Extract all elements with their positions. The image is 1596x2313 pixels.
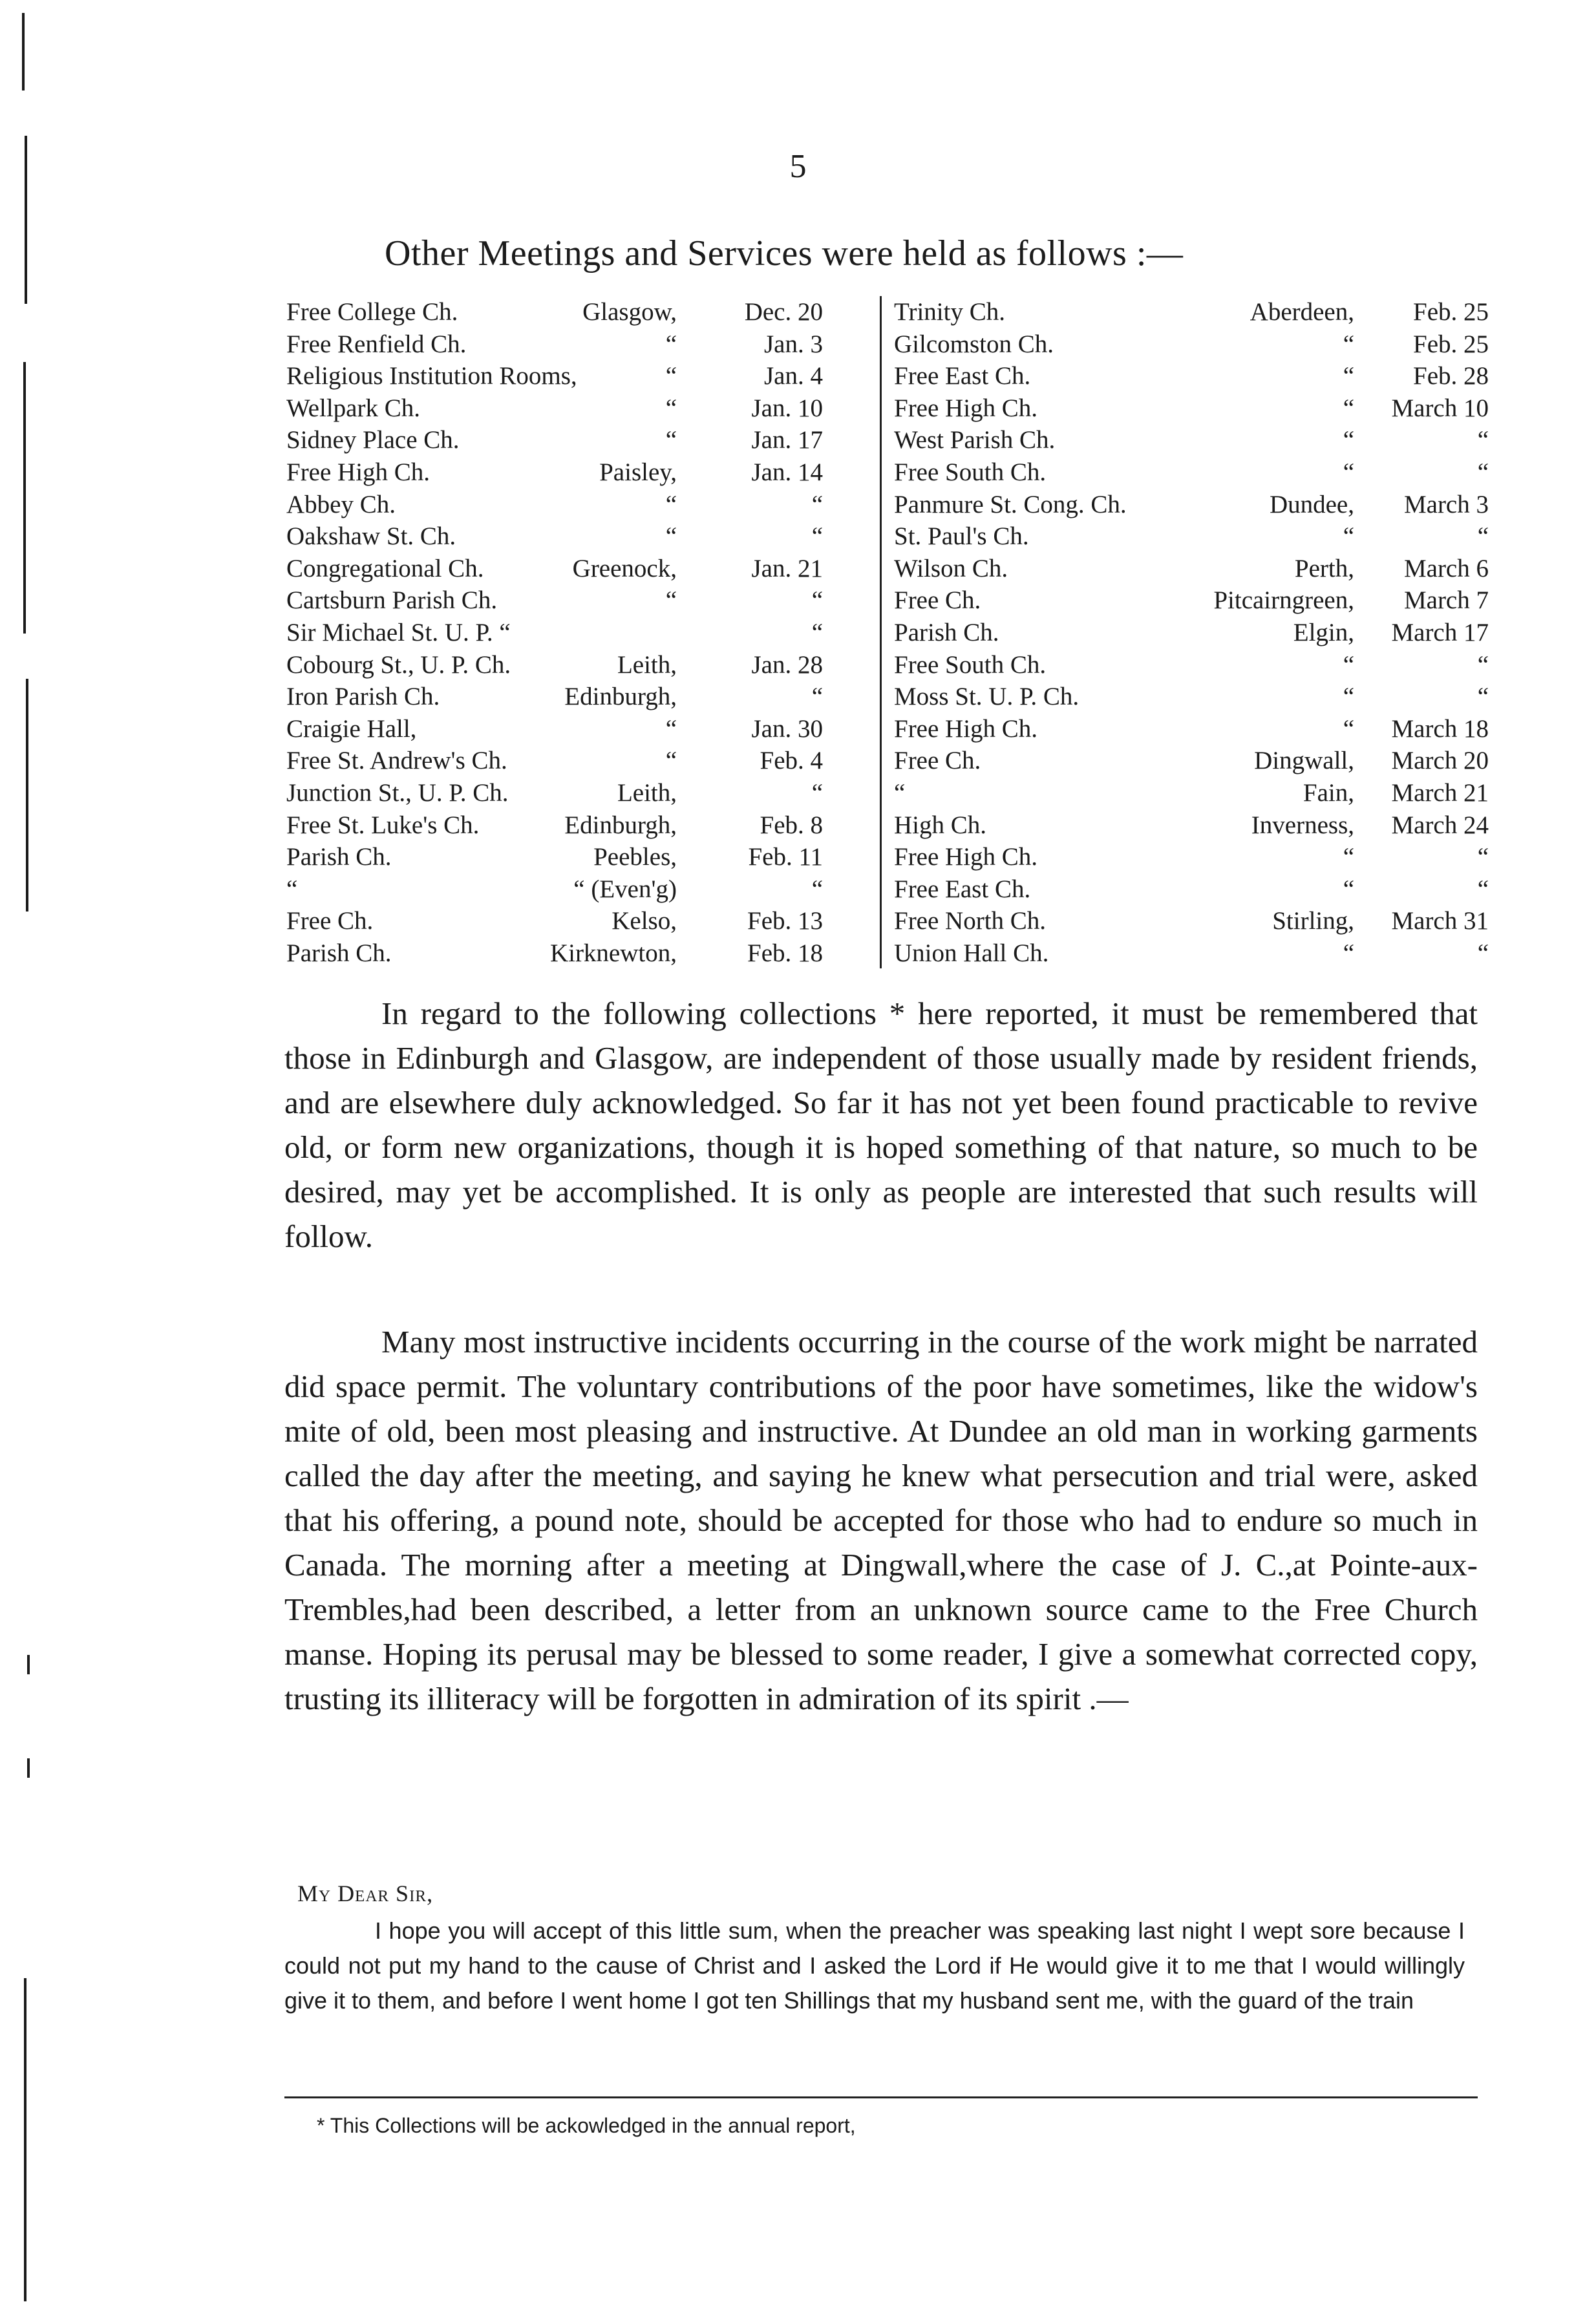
meeting-church: Free East Ch. xyxy=(894,875,1031,903)
scan-streak xyxy=(26,679,28,911)
meeting-date: Feb. 4 xyxy=(760,747,823,775)
meeting-place: “ xyxy=(1343,522,1354,551)
meeting-entry xyxy=(894,328,1489,361)
meeting-church: Congregational Ch. xyxy=(286,554,484,582)
meeting-date: “ xyxy=(811,522,823,551)
meeting-date: March 6 xyxy=(1403,554,1489,582)
meeting-entry xyxy=(286,937,823,970)
meeting-place: “ (Even'g) xyxy=(573,875,677,903)
meeting-church: Free High Ch. xyxy=(894,394,1038,422)
meeting-entry xyxy=(286,873,823,906)
meeting-place: Elgin, xyxy=(1293,618,1354,646)
scan-streak xyxy=(27,1758,30,1778)
meeting-church: Sir Michael St. U. P. “ xyxy=(286,618,511,646)
meeting-place: “ xyxy=(1343,330,1354,358)
meeting-place: “ xyxy=(665,394,677,422)
meeting-entry xyxy=(894,456,1489,489)
meeting-entry xyxy=(286,424,823,456)
meeting-date: March 20 xyxy=(1391,747,1489,775)
meeting-church: Free St. Andrew's Ch. xyxy=(286,747,507,775)
meeting-entry xyxy=(894,520,1489,553)
meeting-church: Moss St. U. P. Ch. xyxy=(894,683,1080,711)
meeting-place: Edinburgh, xyxy=(564,811,677,839)
meeting-place: “ xyxy=(1343,362,1354,390)
meeting-entry xyxy=(286,392,823,425)
meeting-entry xyxy=(286,360,823,392)
meeting-place: “ xyxy=(1343,426,1354,454)
paragraph-incidents xyxy=(284,1319,1478,1721)
meeting-place: “ xyxy=(1343,714,1354,743)
meeting-place: “ xyxy=(665,586,677,615)
meeting-church: Craigie Hall, xyxy=(286,714,417,743)
meeting-date: March 24 xyxy=(1391,811,1489,839)
meeting-entry xyxy=(286,328,823,361)
meeting-date: “ xyxy=(1477,426,1489,454)
meeting-entry xyxy=(286,584,823,617)
meeting-date: March 10 xyxy=(1391,394,1489,422)
meeting-place: Edinburgh, xyxy=(564,683,677,711)
meeting-date: March 31 xyxy=(1391,907,1489,935)
meeting-church: Abbey Ch. xyxy=(286,490,396,518)
meeting-church: Trinity Ch. xyxy=(894,298,1005,326)
meeting-date: Jan. 4 xyxy=(764,362,823,390)
letter-body xyxy=(284,1913,1465,2018)
meeting-date: March 21 xyxy=(1391,778,1489,807)
meeting-date: “ xyxy=(1477,843,1489,871)
meetings-column-right xyxy=(894,296,1489,969)
meeting-place: Leith, xyxy=(617,650,677,679)
meeting-entry xyxy=(894,937,1489,970)
meeting-church: Free High Ch. xyxy=(894,843,1038,871)
meeting-church: Junction St., U. P. Ch. xyxy=(286,778,509,807)
meeting-place: Dingwall, xyxy=(1254,747,1354,775)
meeting-entry xyxy=(894,617,1489,649)
meeting-church: “ xyxy=(894,778,906,807)
meeting-church: Panmure St. Cong. Ch. xyxy=(894,490,1127,518)
meeting-date: “ xyxy=(811,683,823,711)
meeting-church: Parish Ch. xyxy=(286,939,392,967)
meeting-date: Feb. 8 xyxy=(760,811,823,839)
meeting-place: “ xyxy=(1343,875,1354,903)
meetings-listing xyxy=(286,296,1489,975)
meeting-entry xyxy=(286,841,823,873)
meeting-place: Greenock, xyxy=(572,554,677,582)
meeting-entry xyxy=(286,489,823,521)
meeting-date: Feb. 25 xyxy=(1413,298,1489,326)
meeting-entry xyxy=(894,424,1489,456)
meeting-entry xyxy=(894,392,1489,425)
meeting-church: Free St. Luke's Ch. xyxy=(286,811,480,839)
meeting-church: St. Paul's Ch. xyxy=(894,522,1029,551)
footnote: * This Collections will be ackowledged in the annual report, xyxy=(317,2114,856,2137)
footnote-rule xyxy=(284,2096,1478,2098)
meeting-date: “ xyxy=(811,586,823,615)
meeting-place: Perth, xyxy=(1294,554,1354,582)
meeting-date: Dec. 20 xyxy=(744,298,823,326)
paragraph-collections xyxy=(284,991,1478,1259)
meeting-date: “ xyxy=(811,778,823,807)
binding-edge xyxy=(18,0,32,2313)
meeting-church: Gilcomston Ch. xyxy=(894,330,1054,358)
meeting-place: Paisley, xyxy=(599,458,677,486)
meeting-date: Jan. 21 xyxy=(751,554,823,582)
meeting-date: Feb. 25 xyxy=(1413,330,1489,358)
meeting-entry xyxy=(894,745,1489,777)
meeting-entry xyxy=(286,809,823,842)
meeting-place: Inverness, xyxy=(1251,811,1354,839)
meeting-place: “ xyxy=(1343,939,1354,967)
meeting-entry xyxy=(894,681,1489,713)
meeting-date: “ xyxy=(1477,683,1489,711)
column-divider xyxy=(880,296,882,968)
meeting-entry xyxy=(286,553,823,585)
meeting-date: “ xyxy=(811,875,823,903)
meeting-entry xyxy=(894,296,1489,328)
page-number: 5 xyxy=(789,148,807,185)
meeting-date: “ xyxy=(811,618,823,646)
meeting-date: Jan. 14 xyxy=(751,458,823,486)
meeting-church: Free Ch. xyxy=(894,747,981,775)
meeting-entry xyxy=(286,617,823,649)
meeting-church: Free Ch. xyxy=(894,586,981,615)
meeting-date: March 7 xyxy=(1403,586,1489,615)
meeting-entry xyxy=(894,841,1489,873)
meeting-date: Feb. 18 xyxy=(747,939,823,967)
scan-streak xyxy=(22,13,25,91)
meeting-place: “ xyxy=(665,490,677,518)
meeting-church: Parish Ch. xyxy=(286,843,392,871)
meeting-place: “ xyxy=(665,747,677,775)
meeting-date: Jan. 30 xyxy=(751,714,823,743)
meeting-place: “ xyxy=(665,522,677,551)
meeting-church: Cobourg St., U. P. Ch. xyxy=(286,650,511,679)
meeting-entry xyxy=(894,553,1489,585)
meeting-place: Glasgow, xyxy=(582,298,677,326)
meeting-place: “ xyxy=(1343,458,1354,486)
meeting-date: “ xyxy=(1477,458,1489,486)
meeting-entry xyxy=(894,905,1489,937)
meeting-church: Free High Ch. xyxy=(894,714,1038,743)
meeting-entry xyxy=(894,713,1489,745)
meeting-place: Pitcairngreen, xyxy=(1213,586,1354,615)
meeting-date: “ xyxy=(1477,875,1489,903)
meeting-entry xyxy=(894,873,1489,906)
scan-streak xyxy=(23,362,26,634)
meeting-place: “ xyxy=(1343,843,1354,871)
meeting-date: “ xyxy=(1477,650,1489,679)
meeting-entry xyxy=(894,649,1489,681)
meeting-date: March 17 xyxy=(1391,618,1489,646)
meeting-place: Aberdeen, xyxy=(1250,298,1354,326)
meeting-entry xyxy=(286,456,823,489)
meetings-column-left xyxy=(286,296,823,969)
letter-salutation: My Dear Sir, xyxy=(297,1881,434,1906)
meeting-church: Free East Ch. xyxy=(894,362,1031,390)
meeting-place: Leith, xyxy=(617,778,677,807)
meeting-place: “ xyxy=(1343,683,1354,711)
meeting-place: Kelso, xyxy=(612,907,677,935)
meeting-entry xyxy=(894,584,1489,617)
meeting-entry xyxy=(894,777,1489,809)
paragraph-text: In regard to the following collections * here reported, it must be remembered that those in Edinburgh and Glasgow, are independent of those usually made by resident friends, and are elsewhere duly acknowledged. So far it has not yet been found practicable to revive old, or form new organizations, though it is hoped something of that nature, so much to be desired, may yet be accomplished. It is only as people are interested that such results will follow. xyxy=(284,996,1478,1254)
meeting-place: “ xyxy=(665,714,677,743)
meeting-church: Free Renfield Ch. xyxy=(286,330,467,358)
meeting-church: West Parish Ch. xyxy=(894,426,1056,454)
meeting-church: Free South Ch. xyxy=(894,650,1047,679)
meeting-church: Free Ch. xyxy=(286,907,374,935)
meeting-entry xyxy=(286,905,823,937)
meeting-entry xyxy=(894,489,1489,521)
meeting-date: “ xyxy=(811,490,823,518)
meeting-church: Parish Ch. xyxy=(894,618,999,646)
meeting-date: Feb. 28 xyxy=(1413,362,1489,390)
meeting-entry xyxy=(286,681,823,713)
meeting-church: Free South Ch. xyxy=(894,458,1047,486)
meeting-church: Union Hall Ch. xyxy=(894,939,1049,967)
scan-streak xyxy=(24,1978,27,2301)
meeting-date: “ xyxy=(1477,522,1489,551)
meeting-entry xyxy=(286,520,823,553)
meeting-date: Jan. 28 xyxy=(751,650,823,679)
meeting-date: March 18 xyxy=(1391,714,1489,743)
meeting-place: Stirling, xyxy=(1272,907,1354,935)
meeting-church: Free High Ch. xyxy=(286,458,431,486)
meeting-date: Jan. 10 xyxy=(751,394,823,422)
letter-text: I hope you will accept of this little sum, when the preacher was speaking last night I wept sore because I could not put my hand to the cause of Christ and I asked the Lord if He would give it to me that I would willingly give it to them, and before I went home I got ten Shillings that my husband sent me, with the guard of the train xyxy=(284,1917,1465,2014)
meeting-entry xyxy=(286,649,823,681)
meeting-church: Free North Ch. xyxy=(894,907,1047,935)
meeting-place: Fain, xyxy=(1303,778,1354,807)
meeting-place: “ xyxy=(665,426,677,454)
meeting-date: March 3 xyxy=(1403,490,1489,518)
meeting-place: “ xyxy=(1343,650,1354,679)
meeting-entry xyxy=(894,809,1489,842)
meeting-date: Feb. 13 xyxy=(747,907,823,935)
meeting-entry xyxy=(286,745,823,777)
meeting-place: “ xyxy=(665,362,677,390)
meeting-entry xyxy=(286,296,823,328)
meeting-church: Religious Institution Rooms, xyxy=(286,362,577,390)
scan-streak xyxy=(27,1655,30,1674)
meeting-date: Jan. 3 xyxy=(764,330,823,358)
meeting-church: Cartsburn Parish Ch. xyxy=(286,586,498,615)
meeting-entry xyxy=(894,360,1489,392)
meeting-church: Free College Ch. xyxy=(286,298,458,326)
meeting-place: Kirknewton, xyxy=(549,939,677,967)
meeting-place: “ xyxy=(1343,394,1354,422)
meeting-date: “ xyxy=(1477,939,1489,967)
meeting-place: Peebles, xyxy=(593,843,677,871)
meeting-entry xyxy=(286,713,823,745)
paragraph-text: Many most instructive incidents occurring in the course of the work might be narrated did space permit. The voluntary contributions of the poor have sometimes, like the widow's mite of old, been most pleasing and instructive. At Dundee an old man in working garments called the day after the meeting, and saying he knew what persecution and trial were, asked that his offering, a pound note, should be accepted for those who had to endure so much in Canada. The morning after a meeting at Dingwall,where the case of J. C.,at Pointe-aux-Trembles,had been described, a letter from an unknown source came to the Free Church manse. Hoping its perusal may be blessed to some reader, I give a somewhat corrected copy, trusting its illiteracy will be forgotten in admiration of its spirit .— xyxy=(284,1324,1478,1716)
meeting-date: Jan. 17 xyxy=(751,426,823,454)
meeting-place: Dundee, xyxy=(1269,490,1354,518)
meeting-date: Feb. 11 xyxy=(748,843,823,871)
section-heading: Other Meetings and Services were held as follows :— xyxy=(385,233,1184,273)
meeting-church: Wilson Ch. xyxy=(894,554,1008,582)
meeting-church: Iron Parish Ch. xyxy=(286,683,440,711)
meeting-church: Oakshaw St. Ch. xyxy=(286,522,456,551)
meeting-place: “ xyxy=(665,330,677,358)
meeting-church: Wellpark Ch. xyxy=(286,394,420,422)
meeting-church: Sidney Place Ch. xyxy=(286,426,460,454)
meeting-entry xyxy=(286,777,823,809)
meeting-church: High Ch. xyxy=(894,811,987,839)
meeting-church: “ xyxy=(286,875,298,903)
